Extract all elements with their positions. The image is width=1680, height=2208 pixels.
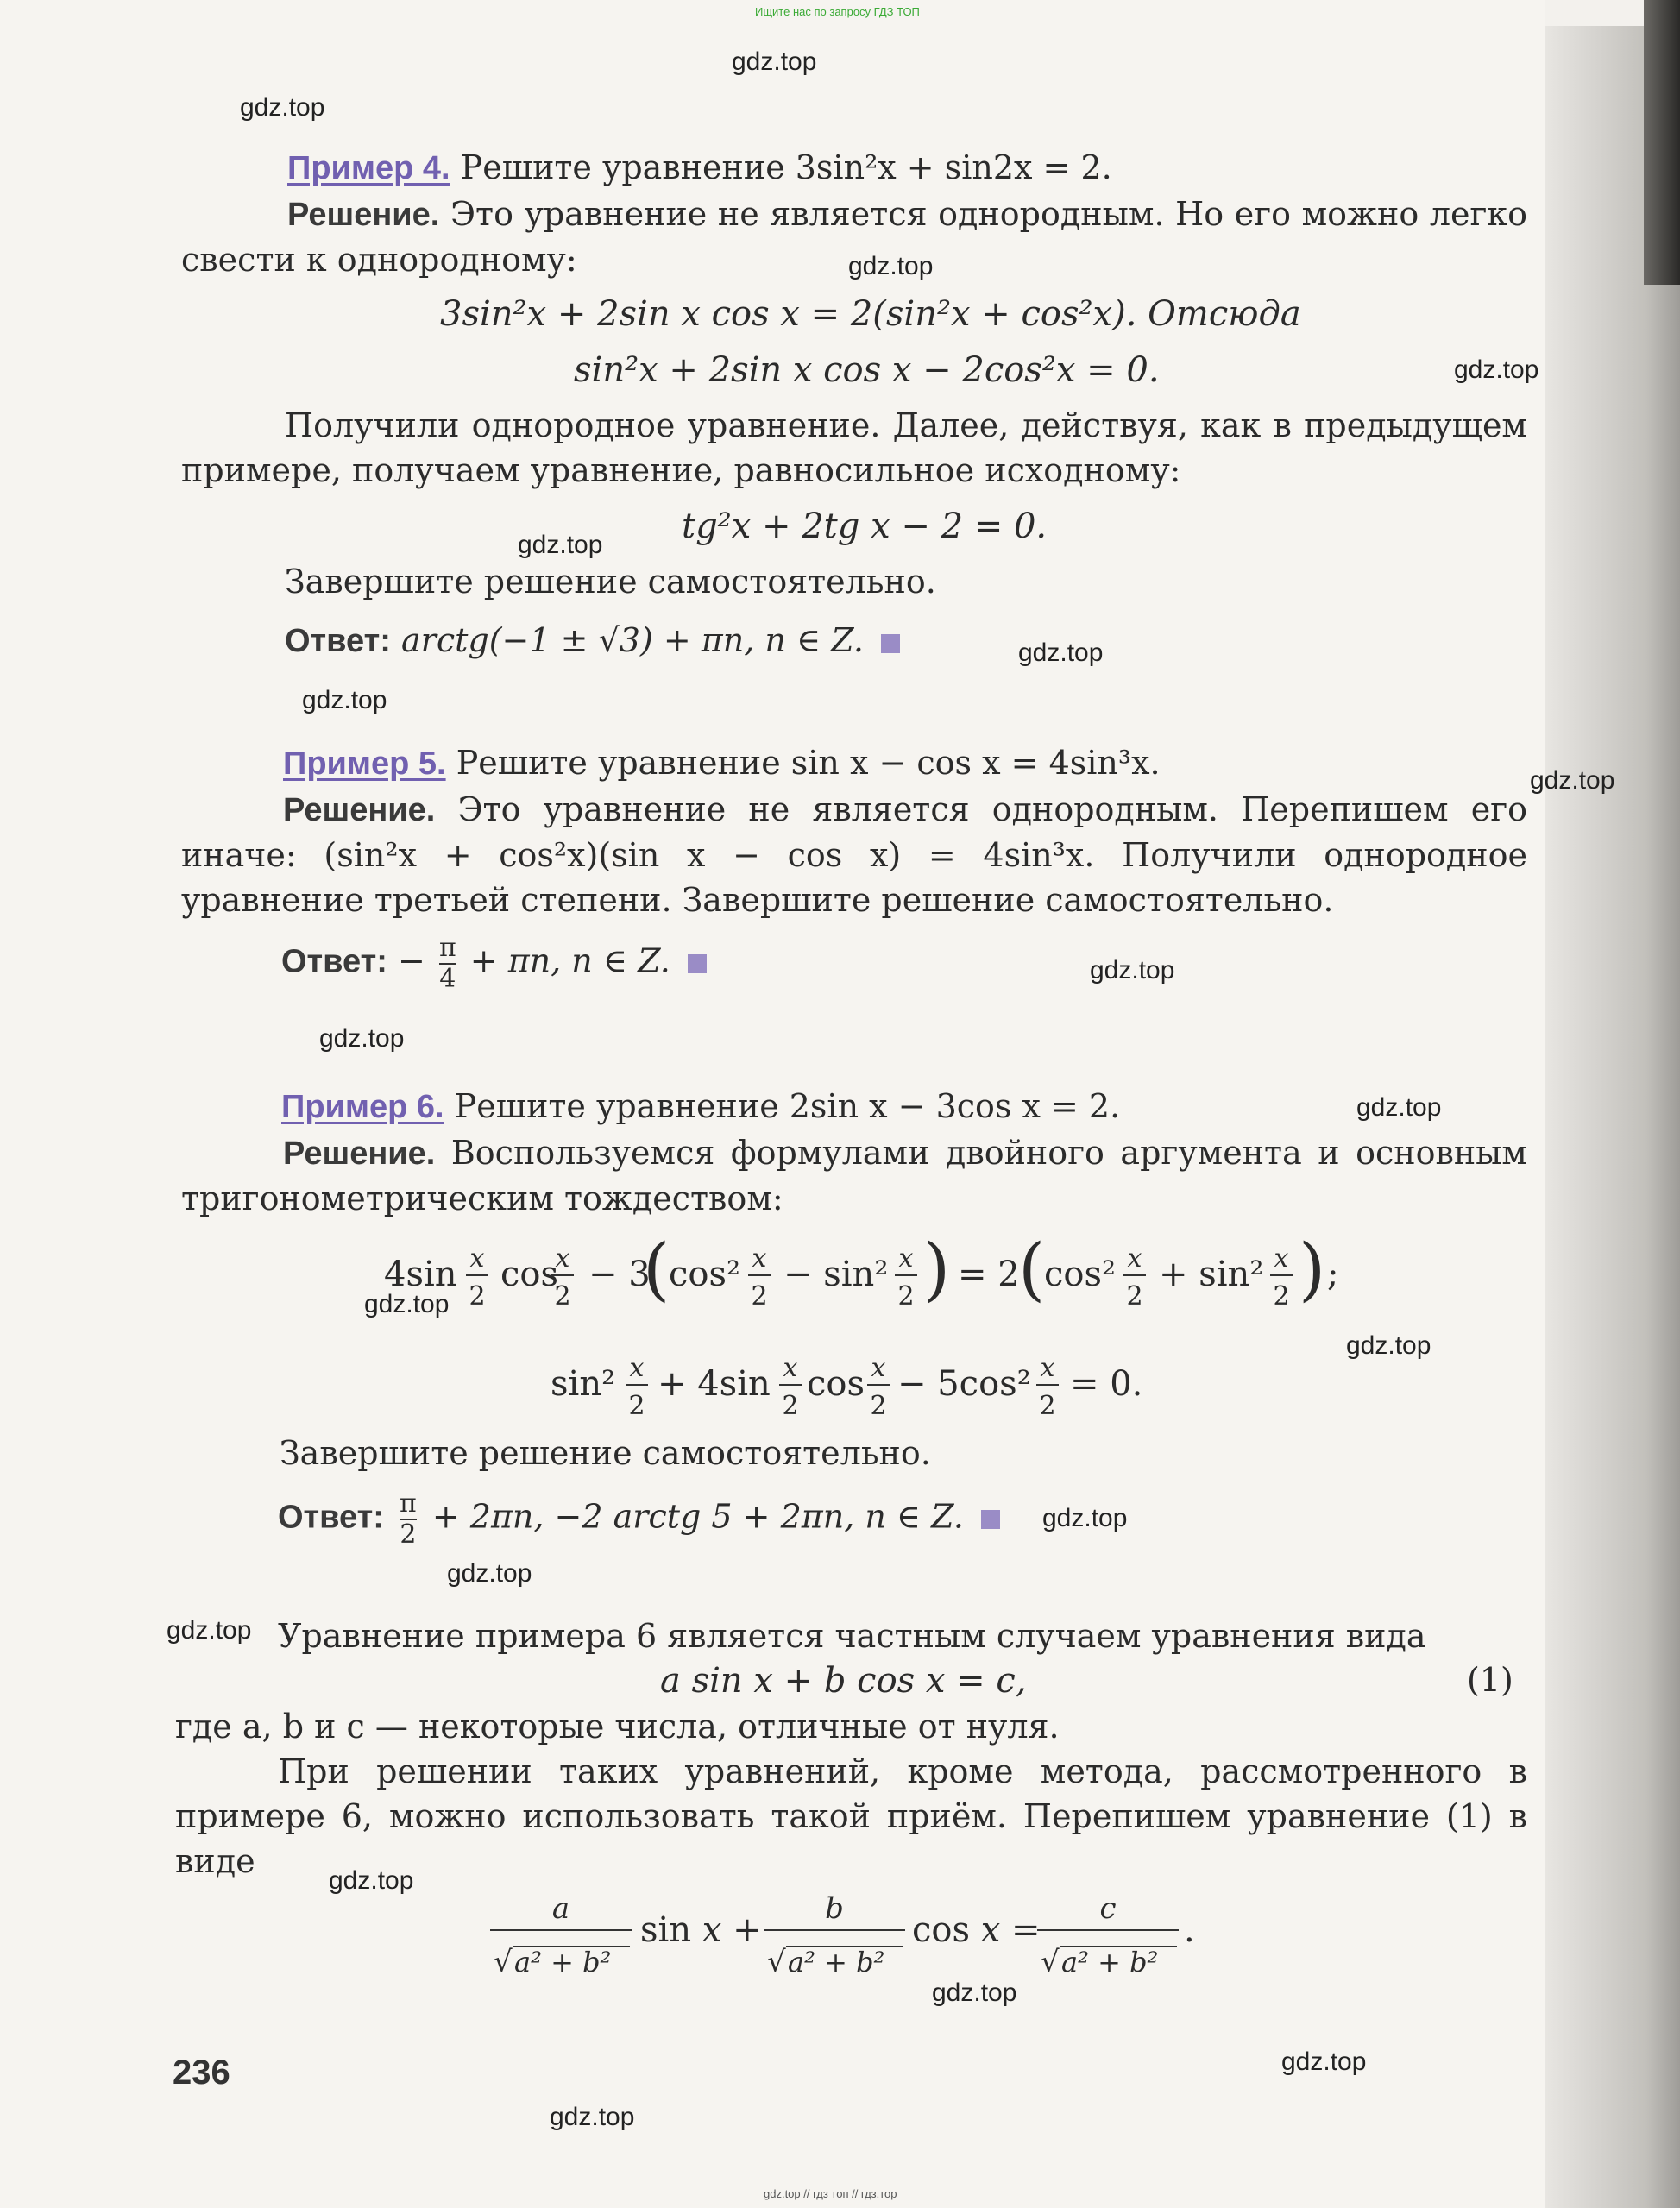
example4-answer-label: Ответ: [285,623,391,659]
example4-answer [285,618,900,664]
svg-text:cos²: cos² [1044,1255,1117,1294]
svg-text:x: x [752,1243,767,1274]
svg-text:√: √ [494,1945,513,1979]
example6-answer-denominator: 2 [400,1519,417,1550]
end-of-solution-marker [881,634,900,653]
svg-text:2: 2 [1039,1391,1056,1421]
example4-formula1: 3sin²x + 2sin x cos x = 2(sin²x + cos²x). Отсюда [440,294,1301,334]
svg-text:sin²: sin² [551,1364,616,1404]
example4-answer-value: arctg(−1 ± √3) + πn, n ∈ Z. [401,621,864,659]
general-text2: где a, b и c — некоторые числа, отличные от нуля. [175,1708,1060,1746]
example6-answer-numerator: π [400,1488,417,1519]
example6-text3: Завершите решение самостоятельно. [280,1434,931,1472]
svg-text:2: 2 [469,1281,486,1312]
example4-formula2: sin²x + 2sin x cos x − 2cos²x = 0. [574,350,1160,390]
svg-text:= 0.: = 0. [1070,1364,1143,1404]
svg-text:+ sin²: + sin² [1159,1255,1264,1294]
watermark: gdz.top [848,252,934,280]
svg-text:√: √ [1041,1945,1060,1979]
watermark: gdz.top [1346,1331,1431,1360]
example4-solution-text: Это уравнение не является однородным. Но его можно легко свести к однородному: [181,195,1527,279]
example5-answer: Ответ: − $\frac{\pi}{4}$ + πn, n ∈ Z. [281,934,707,1003]
watermark: gdz.top [518,531,603,559]
watermark: gdz.top [1018,638,1104,667]
svg-text:(: ( [643,1229,670,1309]
svg-text:x: x [555,1243,570,1274]
svg-text:x: x [469,1243,485,1274]
svg-text:c: c [1099,1891,1117,1926]
svg-text:x: x [898,1243,914,1274]
svg-text:a² + b²: a² + b² [788,1946,885,1978]
svg-text:b: b [825,1891,844,1926]
watermark: gdz.top [1281,2048,1367,2076]
example5-answer-denominator: 4 [439,964,456,994]
svg-text:cos: cos [500,1255,559,1294]
svg-text:2: 2 [870,1391,887,1421]
watermark: gdz.top [1454,355,1539,384]
watermark: gdz.top [329,1866,414,1895]
svg-text:2: 2 [628,1391,645,1421]
svg-text:− 5cos²: − 5cos² [897,1364,1031,1404]
svg-text:x: x [1040,1353,1055,1383]
svg-text:): ) [923,1229,951,1309]
svg-text:x: x [783,1353,798,1383]
svg-text:sin x +: sin x + [640,1910,762,1950]
svg-text:a² + b²: a² + b² [514,1946,612,1978]
svg-text:x: x [629,1353,645,1383]
example6-answer [278,1489,1000,1567]
example6-answer-label: Ответ: [278,1499,384,1536]
svg-text:;: ; [1327,1255,1339,1294]
example6-answer-rest: + 2πn, −2 arctg 5 + 2πn, n ∈ Z. [431,1497,964,1536]
example5-heading [283,740,1161,786]
svg-text:(: ( [1018,1229,1046,1309]
page-number: 236 [173,2054,230,2092]
svg-text:x: x [871,1353,886,1383]
watermark: gdz.top [364,1290,450,1318]
general-formula: a sin x + b cos x = c, [660,1661,1027,1701]
example6-task: Решите уравнение 2sin x − 3cos x = 2. [454,1087,1121,1125]
example4-task: Решите уравнение 3sin²x + sin2x = 2. [460,148,1112,186]
example4-text3: Завершите решение самостоятельно. [285,563,936,601]
example5-solution [181,787,1527,922]
example5-answer-rest: + πn, n ∈ Z. [469,941,670,980]
example5-solution-text: Это уравнение не является однородным. Перепишем его иначе: (sin²x + cos²x)(sin x − cos x) = 4sin³x. Получили однородное уравнение третьей степени. Завершите решение самостоятельно. [181,790,1527,919]
example6-formula1 [362,1225,1355,1329]
example6-solution [181,1130,1527,1221]
book-binding-shadow [1644,0,1680,285]
svg-text:= 2: = 2 [958,1255,1020,1294]
svg-text:x: x [1274,1243,1289,1274]
general-text1: Уравнение примера 6 является частным случаем уравнения вида [278,1617,1426,1655]
svg-text:+ 4sin: + 4sin [658,1364,771,1404]
watermark: gdz.top [447,1559,532,1588]
watermark: gdz.top [319,1024,405,1053]
svg-text:2: 2 [782,1391,799,1421]
svg-text:2: 2 [554,1281,571,1312]
example6-solution-label: Решение. [283,1135,436,1172]
watermark: gdz.top [1530,766,1615,795]
example4-formula3: tg²x + 2tg x − 2 = 0. [682,506,1048,546]
svg-text:2: 2 [1126,1281,1143,1312]
svg-text:2: 2 [1273,1281,1290,1312]
example6-heading [281,1084,1120,1129]
example4-solution-label: Решение. [287,197,440,233]
svg-text:cos²: cos² [669,1255,741,1294]
example5-task: Решите уравнение sin x − cos x = 4sin³x. [456,744,1161,782]
book-spine [1545,26,1680,2208]
example5-solution-label: Решение. [283,792,436,828]
svg-text:− sin²: − sin² [783,1255,889,1294]
example6-solution-text: Воспользуемся формулами двойного аргумента и основным тригонометрическим тождеством: [181,1134,1527,1217]
example4-solution [181,192,1527,282]
example5-answer-label: Ответ: [281,943,387,980]
end-of-solution-marker [981,1510,1000,1529]
example5-title: Пример 5. [283,745,446,782]
watermark: gdz.top [1356,1093,1442,1122]
general-normalized-formula [483,1881,1217,1993]
example4-heading [287,145,1112,191]
svg-text:cos x =: cos x = [912,1910,1041,1950]
example6-formula2 [544,1342,1165,1437]
example4-text2: Получили однородное уравнение. Далее, действуя, как в предыдущем примере, получаем уравнение, равносильное исходному: [181,406,1527,489]
end-of-solution-marker [688,954,707,973]
svg-text:a: a [551,1891,570,1926]
watermark: gdz.top [302,686,387,714]
svg-text:− 3: − 3 [588,1255,651,1294]
watermark: gdz.top [550,2103,635,2131]
example6-title: Пример 6. [281,1089,444,1125]
svg-text:√: √ [767,1945,786,1979]
svg-text:4sin: 4sin [384,1255,457,1294]
svg-text:): ) [1299,1229,1326,1309]
svg-text:x: x [1127,1243,1142,1274]
svg-text:.: . [1184,1910,1195,1950]
equation-number: (1) [1467,1661,1513,1699]
watermark: gdz.top [240,93,325,122]
svg-text:2: 2 [751,1281,768,1312]
search-hint[interactable]: Ищите нас по запросу ГДЗ ТОП [755,5,920,18]
watermark: gdz.top [1090,956,1175,984]
svg-text:a² + b²: a² + b² [1061,1946,1159,1978]
example5-answer-numerator: π [438,933,456,963]
footer-links[interactable]: gdz.top // гдз топ // гдз.тор [764,2187,897,2200]
watermark: gdz.top [1042,1504,1128,1532]
svg-text:cos: cos [807,1364,865,1404]
watermark: gdz.top [932,1978,1017,2007]
general-text3: При решении таких уравнений, кроме метода, рассмотренного в примере 6, можно использовать такой приём. Перепишем уравнение (1) в виде [175,1752,1527,1880]
watermark: gdz.top [732,47,817,76]
svg-text:2: 2 [897,1281,915,1312]
watermark: gdz.top [167,1616,252,1645]
example4-title: Пример 4. [287,150,450,186]
